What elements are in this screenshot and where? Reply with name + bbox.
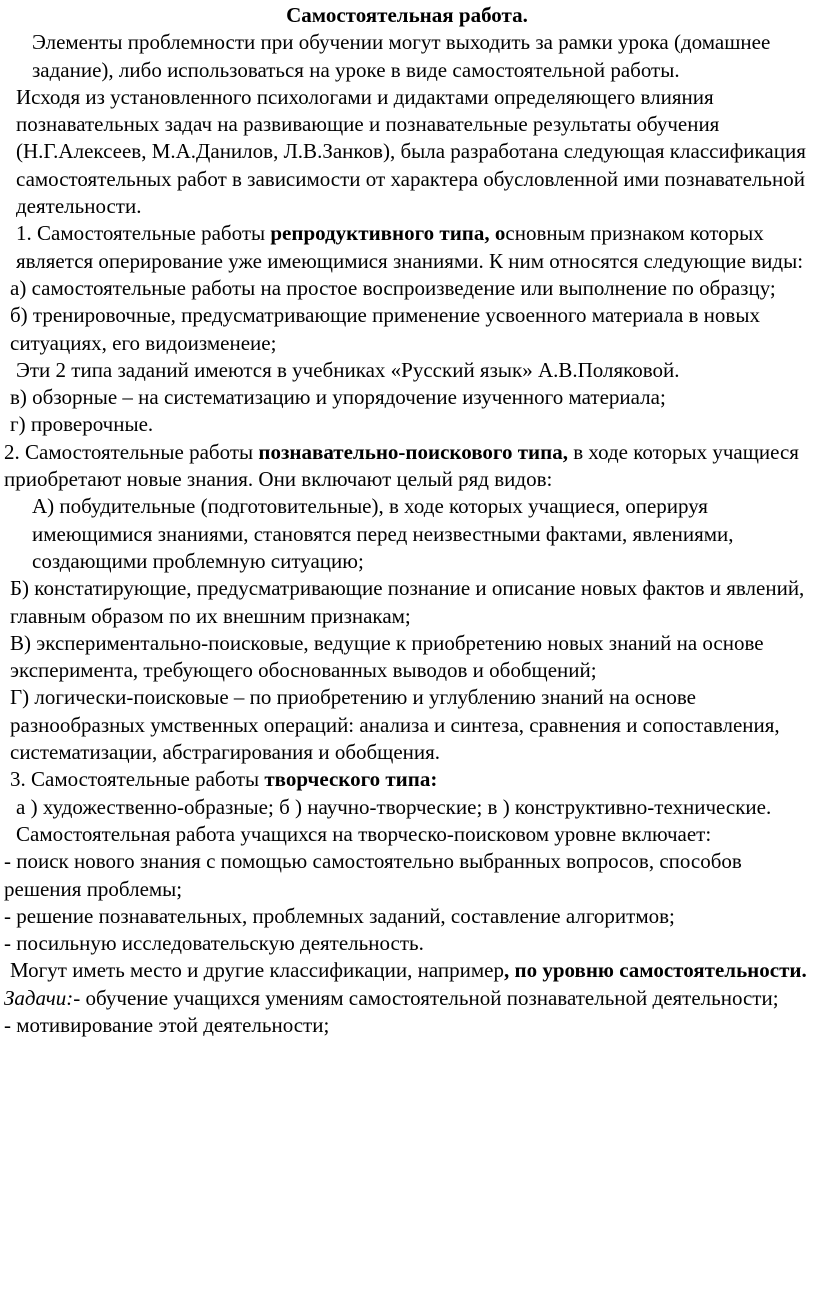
type2-item-A: А) побудительные (подготовительные), в ходе которых учащиеся, оперируя имеющимися знаниями, становятся перед неизвестными фактами, явлениями, создающими проблемную ситуацию; — [32, 494, 734, 573]
other-classifications — [4, 957, 810, 984]
type2-lead: 2. Самостоятельные работы — [4, 439, 259, 464]
type1-item-v: в) обзорные – на систематизацию и упорядочение изученного материала; — [10, 385, 666, 410]
other-bold: , по уровню самостоятельности. — [503, 958, 807, 983]
type1-item-b: б) тренировочные, предусматривающие применение усвоенного материала в новых ситуациях, его видоизменеие; — [10, 303, 760, 355]
type3-paragraph — [4, 766, 810, 793]
creative-intro: Самостоятельная работа учащихся на творческо-поисковом уровне включает: — [16, 821, 712, 846]
type2-item-G: Г) логически-поисковые – по приобретению и углублению знаний на основе разнообразных умственных операций: анализа и синтеза, сравнения и сопоставления, систематизации, абстрагирования и обобщения. — [10, 685, 780, 765]
type1-item-g: г) проверочные. — [10, 412, 154, 437]
type2-rest: в ходе которых учащиеся приобретают новые знания. Они включают целый ряд видов: — [4, 439, 799, 492]
basis-paragraph: Исходя из установленного психологами и дидактами определяющего влияния познавательных задач на развивающие и познавательные результаты обучения (Н.Г.Алексеев, М.А.Данилов, Л.В.Занков), была разработана следующая классификация самостоятельных работ в зависимости от характера обусловленной ими познавательной деятельности. — [16, 84, 806, 219]
creative-dash-3: - посильную исследовательскую деятельность. — [4, 931, 424, 956]
type3-bold: творческого типа: — [264, 767, 438, 792]
type2-bold: познавательно-поискового типа, — [258, 439, 568, 464]
type1-rest: сновным признаком которых является оперирование уже имеющимися знаниями. К ним относятся следующие виды: — [16, 221, 804, 273]
tasks-text-2: - мотивирование этой деятельности; — [4, 1012, 330, 1037]
tasks-paragraph — [4, 985, 810, 1012]
intro-paragraph: Элементы проблемности при обучении могут выходить за рамки урока (домашнее задание), либо использоваться на уроке в виде самостоятельной работы. — [32, 30, 771, 82]
type1-lead: 1. Самостоятельные работы — [16, 221, 271, 246]
tasks-label: Задачи: — [4, 985, 74, 1010]
document-title: Самостоятельная работа. — [286, 3, 528, 27]
tasks-text-1: - обучение учащихся умениям самостоятельной познавательной деятельности; — [73, 985, 779, 1010]
type3-items: а ) художественно-образные; б ) научно-творческие; в ) конструктивно-технические. — [16, 794, 772, 819]
type3-lead: 3. Самостоятельные работы — [10, 767, 265, 792]
type1-note: Эти 2 типа заданий имеются в учебниках «Русский язык» А.В.Поляковой. — [16, 357, 680, 382]
creative-dash-2: - решение познавательных, проблемных заданий, составление алгоритмов; — [4, 903, 675, 928]
type1-bold: репродуктивного типа, о — [270, 221, 506, 246]
type2-paragraph — [4, 439, 810, 494]
type2-item-B: Б) констатирующие, предусматривающие познание и описание новых фактов и явлений, главным образом по их внешним признакам; — [10, 576, 805, 628]
other-lead: Могут иметь место и другие классификации, например — [10, 958, 504, 983]
creative-dash-1: - поиск нового знания с помощью самостоятельно выбранных вопросов, способов решения проблемы; — [4, 849, 742, 901]
type2-item-V: В) экспериментально-поисковые, ведущие к приобретению новых знаний на основе эксперимента, требующего обоснованных выводов и обобщений; — [10, 630, 764, 683]
type1-paragraph — [4, 220, 810, 275]
type1-item-a: а) самостоятельные работы на простое воспроизведение или выполнение по образцу; — [10, 275, 776, 300]
